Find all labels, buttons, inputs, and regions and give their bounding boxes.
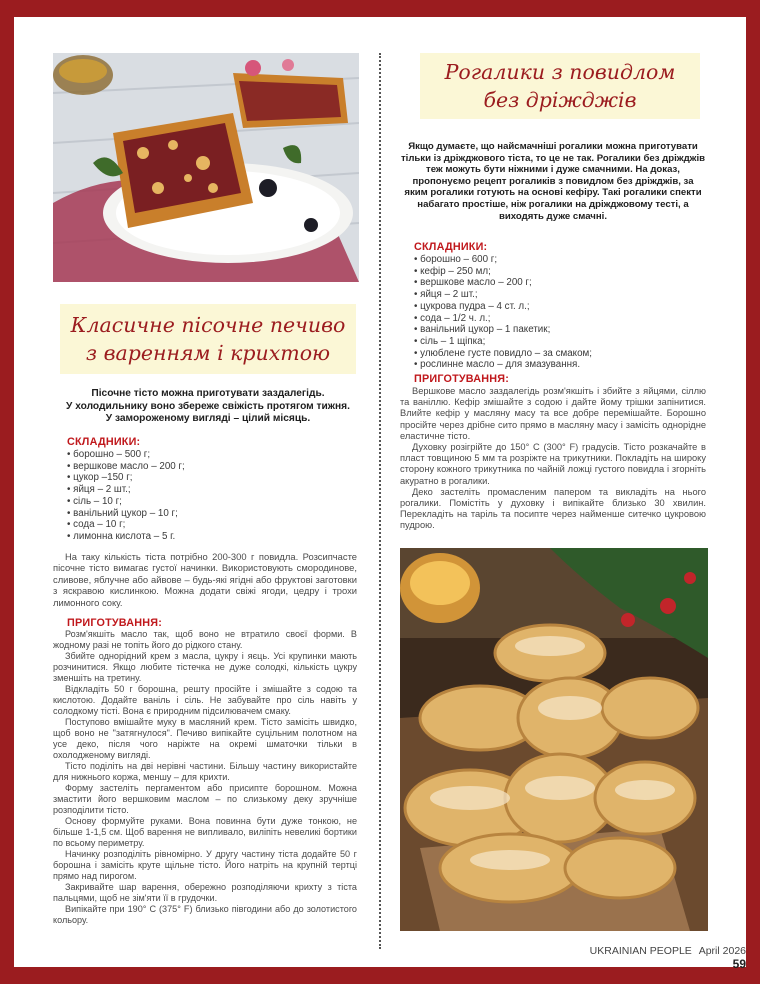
prep-step: Духовку розігрійте до 150° С (300° F) градусів. Тісто розкачайте в пласт товщиною 5 мм та розріжте на трикутники. Покладіть на широку сторону кожного трикутника по чайній ложці густого повидла і згорніть акуратно в рогалики. [400,442,706,486]
list-item: • сода – 1/2 ч. л.; [414,313,704,325]
right-ingredients-heading: СКЛАДНИКИ: [414,241,488,253]
left-title-line-1: Класичне пісочне печиво [70,313,346,337]
right-prep-heading: ПРИГОТУВАННЯ: [414,373,510,385]
list-item: • сіль – 1 щіпка; [414,336,704,348]
list-item: • кефір – 250 мл; [414,266,704,278]
right-prep-steps [400,386,706,532]
issue-date: April 2026 [698,945,746,957]
list-item: • сода – 10 г; [67,519,357,531]
page-number: 59 [732,957,746,971]
left-prep-steps [53,629,357,926]
list-item: • рослинне масло – для змазування. [414,359,704,371]
rogaliky-photo [400,548,708,931]
list-item: • вершкове масло – 200 г; [414,277,704,289]
left-intro [58,388,358,426]
column-divider [379,53,381,949]
prep-step: Деко застеліть промасленим папером та викладіть на нього рогалики. Помістіть у духовку і випікайте близько 30 хвилин. Перекладіть на таріль та посипте через найменше ситечко цукровою пудрою. [400,486,706,531]
right-recipe-title [420,53,700,119]
prep-step: Форму застеліть пергаментом або присипте борошном. Можна змастити його вершковим маслом – по слизькому деку зручніше розподілити тісто. [53,783,357,815]
list-item: • цукор –150 г; [67,472,357,484]
list-item: • борошно – 500 г; [67,449,357,461]
right-title-line-1: Рогалики з повидлом [444,60,676,84]
prep-step: Начинку розподіліть рівномірно. У другу частину тіста додайте 50 г борошна і замісіть круте щільне тісто. Його натріть на крупній тертці прямо над пирогом. [53,849,357,881]
list-item: • улюблене густе повидло – за смаком; [414,348,704,360]
left-title-line-2: з варенням і крихтою [85,341,331,365]
right-title-line-2: без дріжджів [483,88,637,112]
right-ingredients-list [414,254,704,371]
prep-step: Закривайте шар варення, обережно розподіляючи крихту з тіста пальцями, щоб не зім'яти її в грудочки. [53,882,357,903]
list-item: • ванільний цукор – 10 г; [67,508,357,520]
prep-step: Випікайте при 190° С (375° F) близько півгодини або до золотистого кольору. [53,904,357,925]
list-item: • ванільний цукор – 1 пакетик; [414,324,704,336]
left-intro-line-1: Пісочне тісто можна приготувати заздалегідь. [91,388,325,399]
list-item: • вершкове масло – 200 г; [67,461,357,473]
left-note [53,551,357,608]
list-item: • борошно – 600 г; [414,254,704,266]
left-intro-line-3: У замороженому вигляді – цілий місяць. [105,413,311,424]
left-prep-heading: ПРИГОТУВАННЯ: [67,617,163,629]
prep-step: Розм'якшіть масло так, щоб воно не втратило своєї форми. В жодному разі не топіть його до рідкого стану. [53,629,357,650]
list-item: • лимонна кислота – 5 г. [67,531,357,543]
prep-step: Поступово вмішайте муку в масляний крем. Тісто замісіть швидко, щоб воно не "затягнулося". Печиво випікайте суцільним полотном на усе деко, після чого наріжте на окремі шматочки тільки в охолодженому вигляді. [53,717,357,760]
left-intro-line-2: У холодильнику воно збереже свіжість протягом тижня. [66,400,350,412]
shortbread-photo [53,53,359,282]
list-item: • яйця – 2 шт.; [414,289,704,301]
prep-step: Відкладіть 50 г борошна, решту просійте і змішайте з содою та кислотою. Додайте ваніль і сіль. Не забувайте про сіль навіть у солодкому тісті. Вона є природним підсилювачем смаку. [53,684,357,716]
prep-step: Збийте однорідний крем з масла, цукру і яєць. Усі крупинки мають розчинитися. Якщо любите тістечка не дуже солодкі, кількість цукру зменшіть на третину. [53,651,357,683]
left-recipe-title [60,304,356,374]
right-intro [400,141,706,222]
prep-step: Основу формуйте руками. Вона повинна бути дуже тонкою, не більше 1-1,5 см. Щоб варення не випливало, виліпіть невеликі бортики по всьому периметру. [53,816,357,848]
prep-step: Вершкове масло заздалегідь розм'якшіть і збийте з яйцями, сіллю та ваніллю. Кефір змішайте з содою і дайте йому трішки запінитися. Влийте кефір у масляну масу та все добре перемішайте. Борошно просійте через дрібне сито прямо в масляну масу і замісіть однорідне еластичне тісто. [400,386,706,441]
magazine-name: UKRAINIAN PEOPLE [589,945,692,957]
list-item: • цукрова пудра – 4 ст. л.; [414,301,704,313]
list-item: • яйця – 2 шт.; [67,484,357,496]
right-intro-text: Якщо думаєте, що найсмачніші рогалики можна приготувати тільки із дріжджового тіста, то це не так. Рогалики без дріжджів теж можуть бути ніжними і дуже смачними. На доказ, пропонуємо рецепт рогаликів з повидлом без дріжджів, за яким рогалики готують на основі кефіру. Такі рогалики спекти набагато простіше, ніж рогалики на дріжджовому тесті, а виходять дуже смачні. [400,141,706,222]
left-note-text: На таку кількість тіста потрібно 200-300 г повидла. Розсипчасте пісочне тісто вимагає густої начинки. Використовують смородинове, сливове, яблучне або айвове – будь-які ягідні або фруктові заготовки з яскравою кислинкою. Можна додати свіжі ягоди, цедру і трохи лимонного соку. [53,551,357,608]
prep-step: Тісто поділіть на дві нерівні частини. Більшу частину використайте для нижнього коржа, меншу – для крихти. [53,761,357,782]
left-ingredients-heading: СКЛАДНИКИ: [67,436,141,448]
page-footer [574,945,746,971]
list-item: • сіль – 10 г; [67,496,357,508]
left-ingredients-list [67,449,357,543]
